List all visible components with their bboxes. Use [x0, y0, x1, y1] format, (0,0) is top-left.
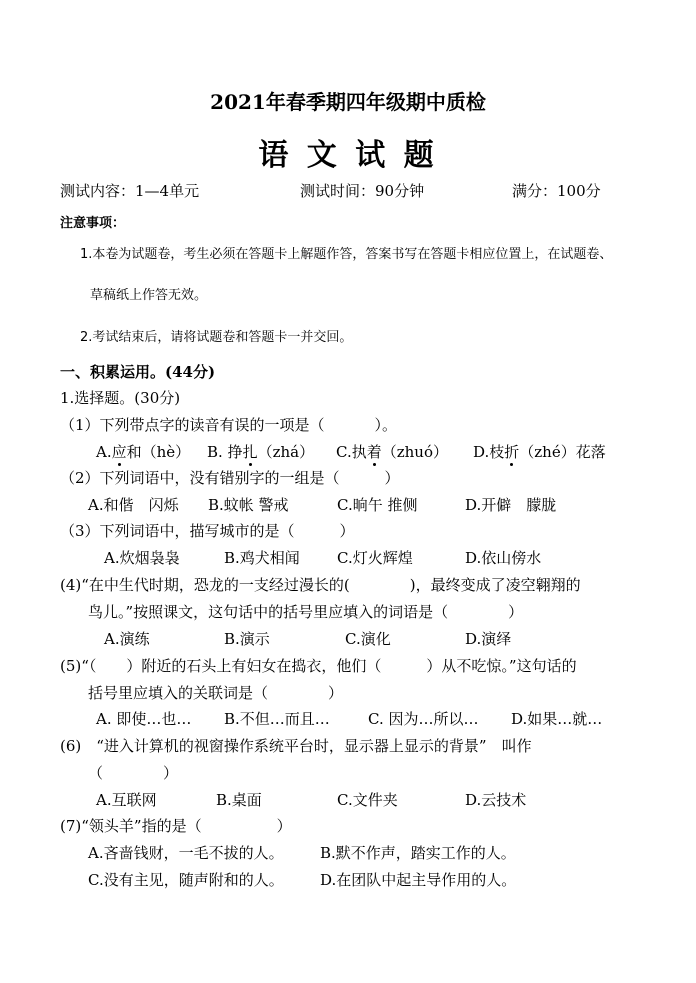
q6-option-d: D.云技术 — [465, 791, 527, 809]
q3-option-a: A.炊烟袅袅 — [104, 549, 180, 567]
q7-option-b: B.默不作声，踏实工作的人。 — [320, 844, 516, 862]
emphasis-dot-char: 扎 — [242, 443, 258, 461]
q5-option-b: B.不但…而且… — [224, 710, 330, 728]
q4-option-c: C.演化 — [345, 630, 391, 648]
q1-option-d: D.枝折（zhé）花落 — [473, 443, 606, 461]
q4-line-1: (4)“在中生代时期，恐龙的一支经过漫长的( )，最终变成了凌空翱翔的 — [60, 576, 581, 594]
q1-option-b: B. 挣扎（zhá） — [207, 443, 315, 461]
q3-option-b: B.鸡犬相闻 — [224, 549, 300, 567]
q2-option-c: C.晌午 推侧 — [337, 496, 418, 514]
q2-option-b: B.蚊帐 警戒 — [208, 496, 289, 514]
q7-option-d: D.在团队中起主导作用的人。 — [320, 871, 517, 889]
q6-option-b: B.桌面 — [216, 791, 262, 809]
notes-title: 注意事项： — [60, 216, 126, 231]
emphasis-dot-char: 着 — [366, 443, 382, 461]
test-time: 测试时间：90分钟 — [300, 182, 425, 200]
q6-option-c: C.文件夹 — [337, 791, 398, 809]
emphasis-dot-char: 应 — [111, 443, 127, 461]
test-content: 测试内容：1—4单元 — [60, 182, 200, 200]
q3-option-c: C.灯火辉煌 — [337, 549, 413, 567]
q1-stem-prefix: （1）下列带点字的读音有误的一项是（ — [60, 416, 325, 434]
q6-line-1: (6) “进入计算机的视窗操作系统平台时，显示器上显示的背景” 叫作 — [60, 737, 532, 755]
q1-stem — [60, 414, 397, 435]
q2-stem: （2）下列词语中，没有错别字的一组是（ ） — [60, 469, 400, 487]
q6-line-2: （ ） — [88, 764, 179, 782]
q7-option-c: C.没有主见，随声附和的人。 — [88, 871, 284, 889]
full-score: 满分：100分 — [512, 182, 601, 200]
q4-option-b: B.演示 — [224, 630, 270, 648]
q4-option-d: D.演绎 — [465, 630, 512, 648]
q6-option-a: A.互联网 — [96, 791, 157, 809]
q7-stem: (7)“领头羊”指的是（ ） — [60, 817, 292, 835]
emphasis-dot-char: 折 — [504, 443, 520, 461]
q3-stem: （3）下列词语中，描写城市的是（ ） — [60, 522, 355, 540]
q1-stem-suffix: ）。 — [374, 416, 398, 434]
q7-option-a: A.吝啬钱财，一毛不拔的人。 — [88, 844, 284, 862]
note-1-line-2: 草稿纸上作答无效。 — [90, 288, 208, 303]
q1-option-a — [96, 441, 190, 462]
q2-option-a: A.和偕 闪烁 — [88, 496, 179, 514]
q4-line-2: 鸟儿。”按照课文，这句话中的括号里应填入的词语是（ ） — [88, 603, 524, 621]
q3-option-d: D.依山傍水 — [465, 549, 542, 567]
q2-option-d: D.开僻 朦胧 — [465, 496, 557, 514]
subject-title: 语 文 试 题 — [258, 138, 438, 173]
q5-line-1: (5)“（ ）附近的石头上有妇女在捣衣，他们（ ）从不吃惊。”这句话的 — [60, 657, 577, 675]
q5-option-c: C. 因为…所以… — [368, 710, 479, 728]
q1-option-a-text: A.应和（hè） — [96, 443, 191, 461]
note-1-line-1: 1.本卷为试题卷，考生必须在答题卡上解题作答，答案书写在答题卡相应位置上，在试题卷、 — [80, 247, 613, 262]
q5-line-2: 括号里应填入的关联词是（ ） — [88, 684, 344, 702]
note-2: 2.考试结束后，请将试题卷和答题卡一并交回。 — [80, 330, 353, 345]
q4-option-a: A.演练 — [104, 630, 150, 648]
question-1-title: 1.选择题。(30分) — [60, 389, 181, 407]
q1-option-c: C.执着（zhuó） — [336, 443, 448, 461]
section-1-title: 一、积累运用。(44分) — [60, 363, 216, 381]
q5-option-a: A. 即使…也… — [96, 710, 192, 728]
exam-title: 2021年春季期四年级期中质检 — [210, 90, 486, 114]
q5-option-d: D.如果…就… — [511, 710, 603, 728]
